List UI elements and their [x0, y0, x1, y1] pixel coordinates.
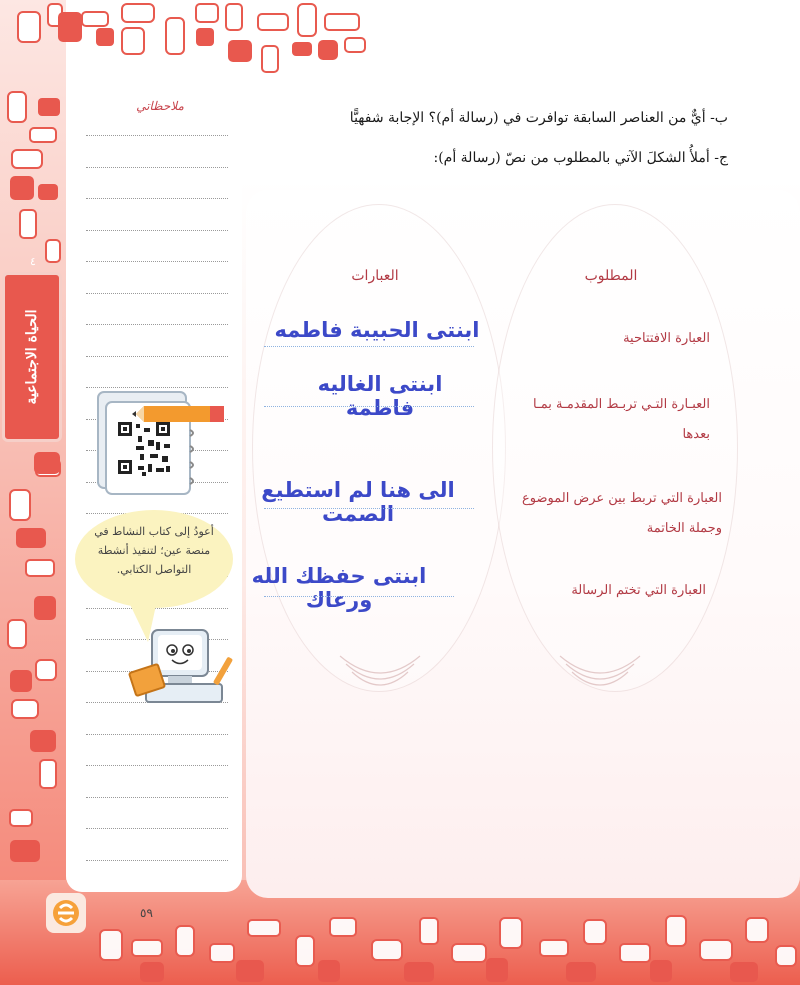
ein-logo-icon	[46, 893, 86, 933]
unit-tab	[2, 272, 62, 442]
unit-title: الحياة الاجتماعية	[24, 309, 40, 405]
answer-4[interactable]: ابنتى حفظك الله ورعاك	[251, 564, 427, 612]
note-line[interactable]	[86, 135, 228, 136]
required-item-4: العبارة التي تختم الرسالة	[571, 583, 706, 598]
required-item-3: العبارة التي تربط بين عرض الموضوع وجملة الخاتمة	[522, 491, 722, 536]
qr-code-icon[interactable]	[92, 384, 232, 496]
note-line[interactable]	[86, 324, 228, 325]
answer-line-1	[264, 346, 474, 347]
computer-mascot-icon	[128, 626, 246, 708]
note-line[interactable]	[86, 230, 228, 231]
note-line[interactable]	[86, 734, 228, 735]
pencil-icon	[132, 406, 224, 422]
answer-2[interactable]: ابنتى الغاليه فاطمة	[317, 372, 443, 420]
speech-bubble-text: أعودُ إلى كتاب النشاط في منصة عين؛ لتنفيذ أنشطة التواصل الكتابي.	[94, 525, 214, 576]
note-line[interactable]	[86, 828, 228, 829]
answer-line-3	[264, 508, 474, 509]
note-line[interactable]	[86, 765, 228, 766]
note-line[interactable]	[86, 261, 228, 262]
phrases-header: العبارات	[351, 268, 399, 284]
note-line[interactable]	[86, 198, 228, 199]
required-item-1: العبارة الافتتاحية	[623, 331, 710, 346]
page-number: ٥٩	[140, 906, 153, 920]
question-c: ج- أملأُ الشكلَ الآتي بالمطلوب من نصّ (رسالة أم):	[433, 150, 728, 166]
required-header: المطلوب	[584, 268, 638, 284]
answer-3[interactable]: الى هنا لم استطيع الصمت	[261, 478, 455, 526]
note-line[interactable]	[86, 167, 228, 168]
note-line[interactable]	[86, 797, 228, 798]
note-line[interactable]	[86, 356, 228, 357]
note-line[interactable]	[86, 860, 228, 861]
unit-number: ٤	[30, 255, 36, 268]
question-b: ب- أيٌّ من العناصر السابقة توافرت في (رسالة أم)؟ الإجابة شفهيًّا	[349, 110, 728, 126]
answer-1[interactable]: ابنتى الحبيبة فاطمه	[274, 318, 480, 342]
answer-line-4	[264, 596, 454, 597]
answer-line-2	[264, 406, 474, 407]
required-item-2: العبـارة التـي تربـط المقدمـة بمـا بعدها	[533, 397, 710, 442]
notes-title: ملاحظاتي	[136, 99, 184, 113]
note-line[interactable]	[86, 293, 228, 294]
